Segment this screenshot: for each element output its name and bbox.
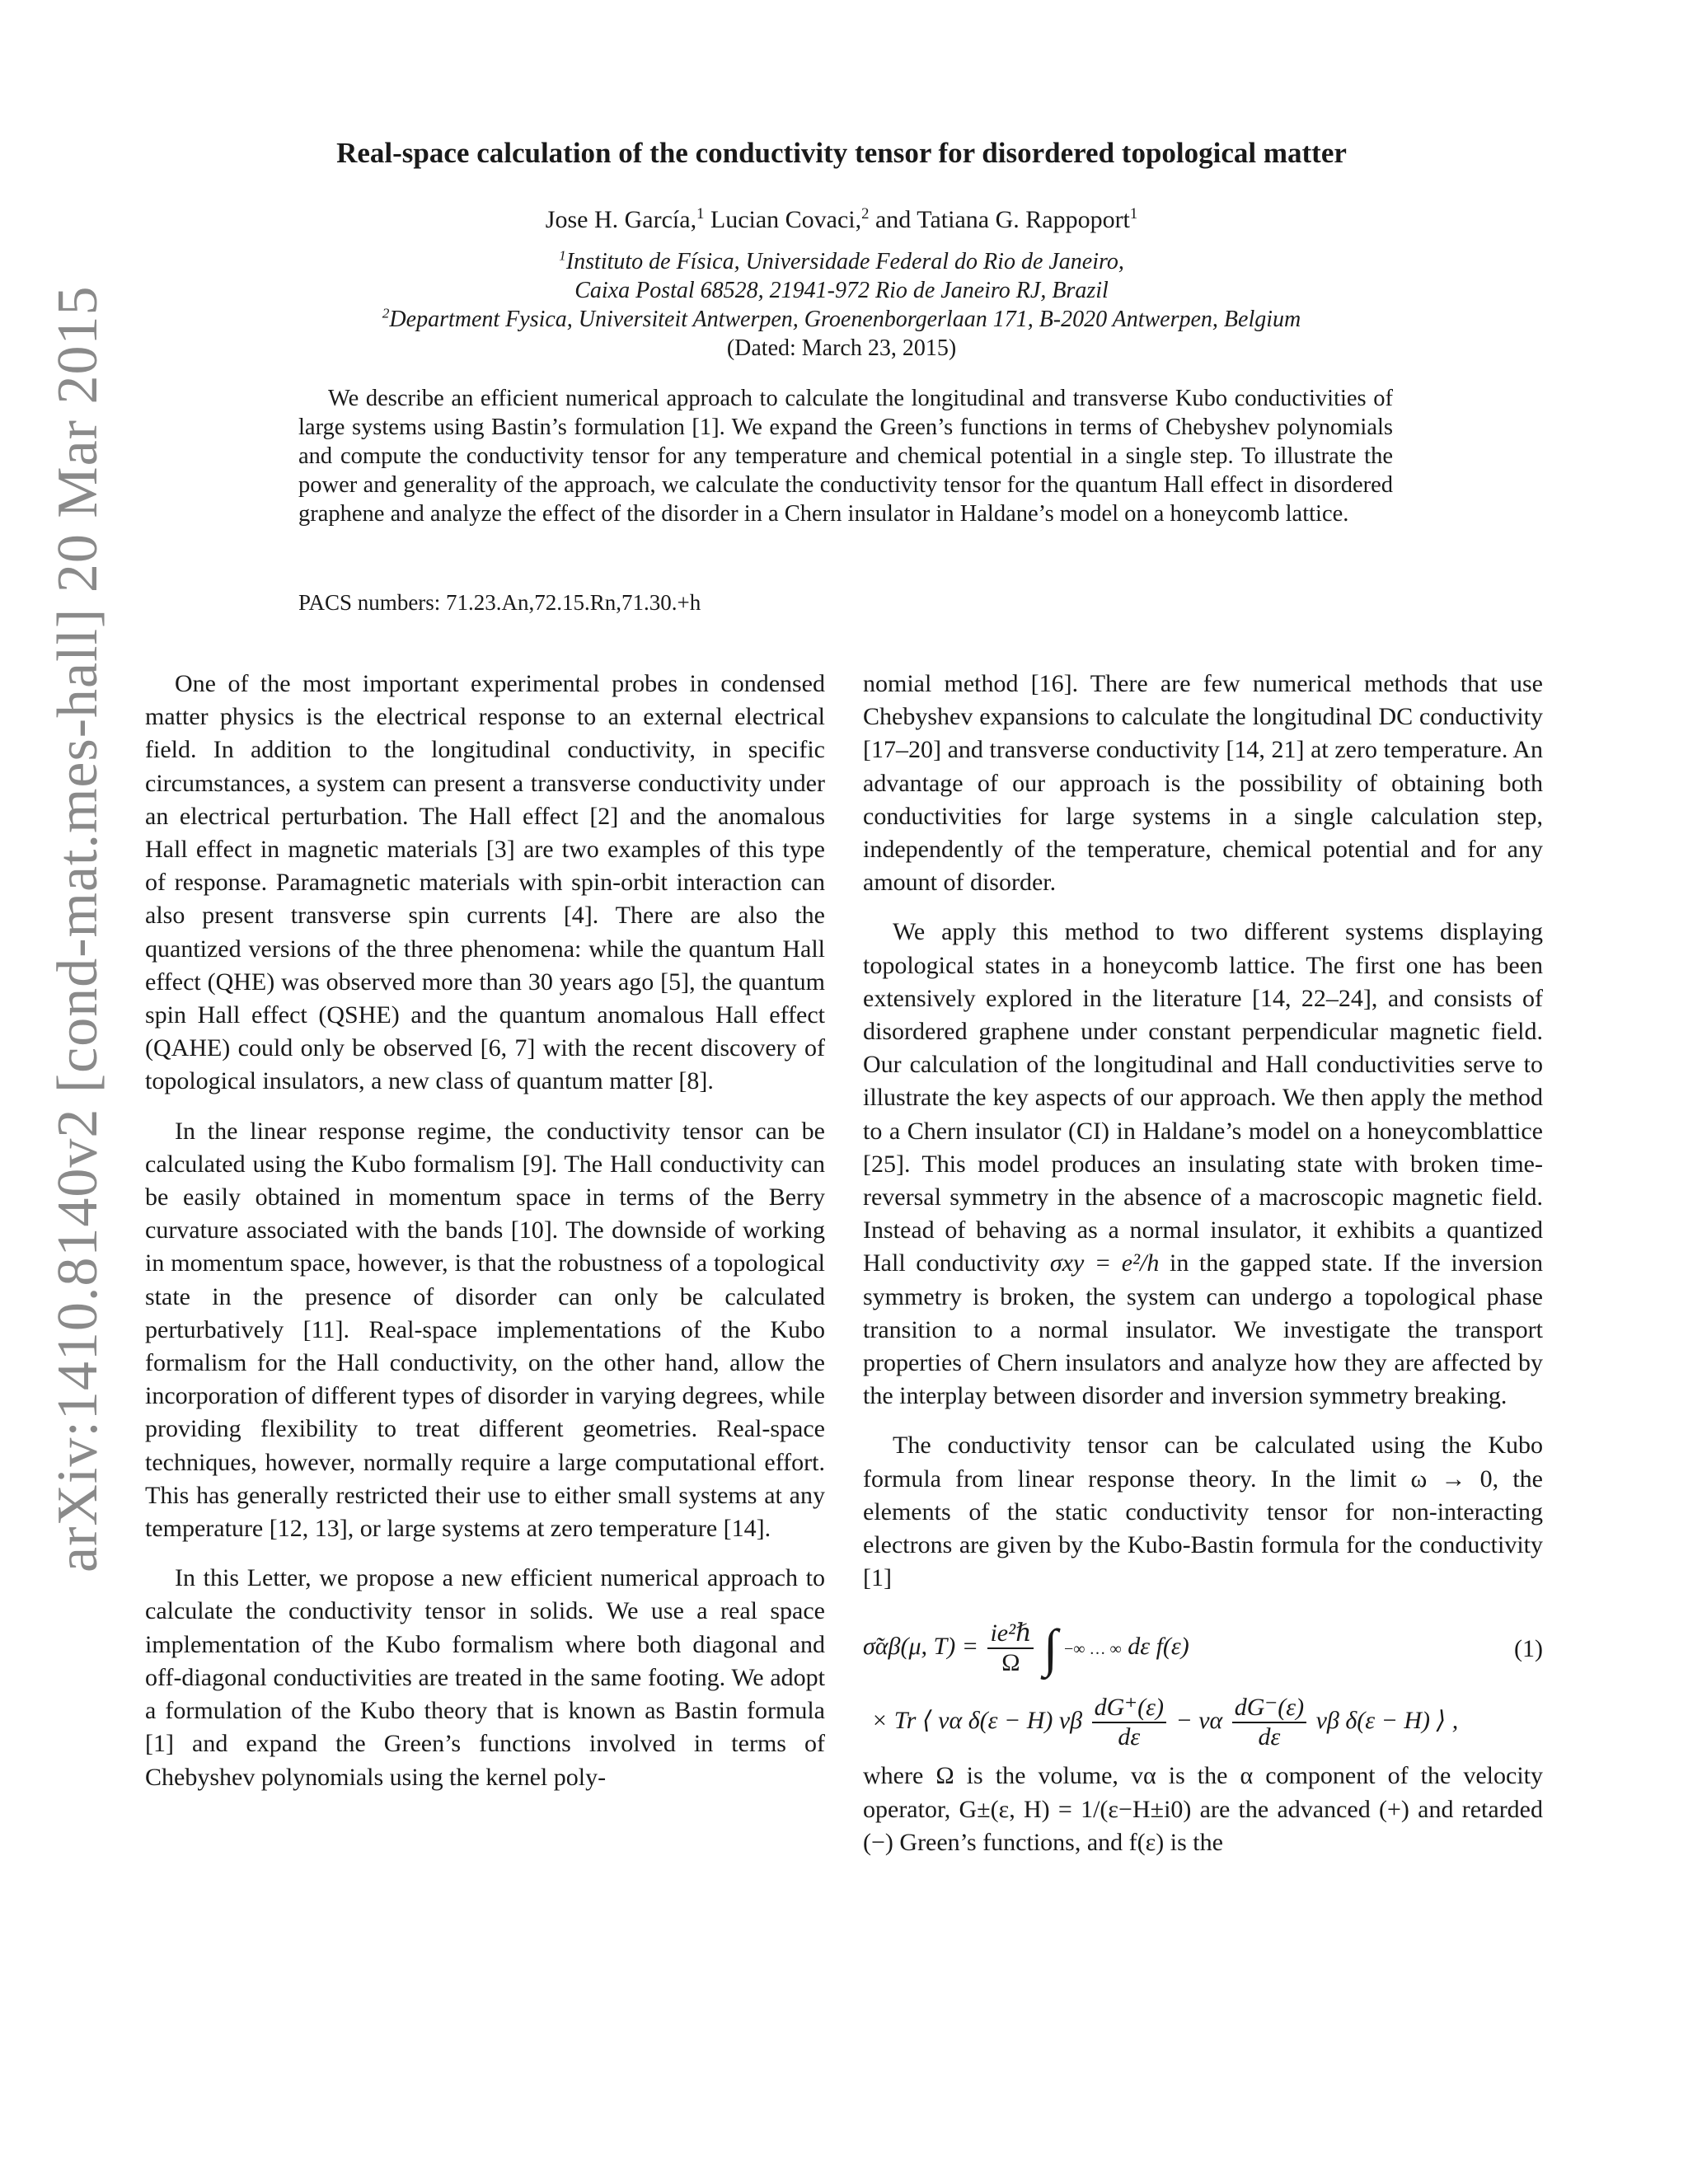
author-list xyxy=(124,206,1559,234)
paragraph-definitions: where Ω is the volume, vα is the α component of the velocity operator, G±(ε, H) = 1/(ε−H±i0) are the advanced (+) and retarded (−) Green’s functions, and f(ε) is the xyxy=(863,1762,1543,1856)
affiliation-2 xyxy=(124,307,1559,333)
eq-integrand: dε f(ε) xyxy=(1128,1633,1189,1661)
author-3: and Tatiana G. Rappoport xyxy=(874,206,1130,233)
affiliation-1-marker: 1 xyxy=(559,247,566,264)
eq-integral-sign: ∫ xyxy=(1043,1619,1058,1678)
eq-lhs: σ̃αβ(μ, T) = xyxy=(863,1633,978,1661)
author-2: Lucian Covaci, xyxy=(710,206,862,233)
paragraph-systems-text-b: in the gapped state. If the inversion symmetry is broken, the system can undergo a topological phase transition to a normal insulator. We investigate the transport properties of Chern insulators and analyze how they are affected by the interplay between disorder and inversion symmetry breaking. xyxy=(863,1249,1543,1410)
eq-prefactor xyxy=(987,1619,1034,1677)
author-1: Jose H. García, xyxy=(545,206,697,233)
eq-mid-term: − vα xyxy=(1175,1707,1223,1735)
date-line: (Dated: March 23, 2015) xyxy=(726,335,957,361)
eq-dg-minus-den: dε xyxy=(1258,1723,1281,1751)
eq-prefactor-den: Ω xyxy=(1001,1649,1020,1677)
affiliation-1-line-1 xyxy=(124,249,1559,275)
eq-dg-minus-num: dG⁻(ε) xyxy=(1232,1694,1306,1723)
eq-prefactor-num: ie²ℏ xyxy=(987,1619,1034,1649)
author-3-affil: 1 xyxy=(1129,205,1138,223)
paragraph-intro-3: In this Letter, we propose a new efficient numerical approach to calculate the conductivity tensor in solids. We use a real space implementation of the Kubo formalism where both diagonal and off-diagonal conductivities are treated in the same footing. We adopt a formulation of the Kubo theory that is known as Bastin formula [1] and expand the Green’s functions involved in terms of Chebyshev polynomials using the kernel poly- xyxy=(145,1564,825,1791)
right-column xyxy=(863,668,1543,1876)
eq-dg-plus xyxy=(1092,1694,1166,1751)
eq-trace-start: × Tr ⟨ vα δ(ε − H) vβ xyxy=(871,1707,1083,1735)
pacs-numbers: PACS numbers: 71.23.An,72.15.Rn,71.30.+h xyxy=(298,590,701,615)
eq-dg-plus-num: dG⁺(ε) xyxy=(1092,1694,1166,1723)
paragraph-continuation: nomial method [16]. There are few numerical methods that use Chebyshev expansions to calculate the longitudinal DC conductivity [17–20] and transverse conductivity [14, 21] at zero temperature. An advantage of our approach is the possibility of obtaining both conductivities for large systems in a single calculation step, independently of the temperature, chemical potential and for any amount of disorder. xyxy=(863,670,1543,897)
eq-trace-end: vβ δ(ε − H) ⟩ , xyxy=(1315,1707,1459,1735)
eq-dg-minus xyxy=(1232,1694,1306,1751)
paragraph-intro-2: In the linear response regime, the conductivity tensor can be calculated using the Kubo formalism [9]. The Hall conductivity can be easily obtained in momentum space in terms of the Berry curvature associated with the bands [10]. The downside of working in momentum space, however, is that the robustness of a topological state in the presence of disorder can only be calculated perturbatively [11]. Real-space implementations of the Kubo formalism for the Hall conductivity, on the other hand, allow the incorporation of different types of disorder in varying degrees, while providing flexibility to treat different geometries. Real-space techniques, however, normally require a large computational effort. This has generally restricted their use to either small systems at any temperature [12, 13], or large systems at zero temperature [14]. xyxy=(145,1117,825,1543)
paragraph-systems xyxy=(863,916,1543,1413)
hall-quantization-math: σxy = e²/h xyxy=(1049,1249,1160,1277)
affiliation-1-line-2: Caixa Postal 68528, 21941-972 Rio de Janeiro RJ, Brazil xyxy=(574,278,1109,303)
paragraph-systems-text-a: We apply this method to two different systems displaying topological states in a honeycomb lattice. The first one has been extensively explored in the literature [14, 22–24], and consists of disordered graphene under constant perpendicular magnetic field. Our calculation of the longitudinal and Hall conductivities serve to illustrate the key aspects of our approach. We then apply the method to a Chern insulator (CI) in Haldane’s model on a honeycomblattice [25]. This model produces an insulating state with broken time-reversal symmetry in the absence of a macroscopic magnetic field. Instead of behaving as a normal insulator, it exhibits a quantized Hall conductivity xyxy=(863,918,1543,1277)
author-1-affil: 1 xyxy=(696,205,705,223)
paragraph-intro-1: One of the most important experimental probes in condensed matter physics is the electrical response to an external electrical field. In addition to the longitudinal conductivity, in specific circumstances, a system can present a transverse conductivity under an electrical perturbation. The Hall effect [2] and the anomalous Hall effect in magnetic materials [3] are two examples of this type of response. Paramagnetic materials with spin-orbit interaction can also present transverse spin currents [4]. There are also the quantized versions of the three phenomena: while the quantum Hall effect (QHE) was observed more than 30 years ago [5], the quantum spin Hall effect (QSHE) and the quantum anomalous Hall effect (QAHE) could only be observed [6, 7] with the recent discovery of topological insulators, a new class of quantum matter [8]. xyxy=(145,670,825,1095)
equation-1-line-1 xyxy=(863,1619,1189,1677)
arxiv-stamp: arXiv:1410.8140v2 [cond-mat.mes-hall] 20 Mar 2015 xyxy=(46,285,110,1572)
abstract: We describe an efficient numerical approach to calculate the longitudinal and transverse Kubo conductivities of large systems using Bastin’s formulation [1]. We expand the Green’s functions in terms of Chebyshev polynomials and compute the conductivity tensor for any temperature and chemical potential in a single step. To illustrate the power and generality of the approach, we calculate the conductivity tensor for the quantum Hall effect in disordered graphene and analyze the effect of the disorder in a Chern insulator in Haldane’s model on a honeycomb lattice. xyxy=(298,386,1393,527)
eq-integral-limits: −∞ … ∞ xyxy=(1063,1640,1122,1659)
left-column xyxy=(145,668,825,1811)
paragraph-kubo: The conductivity tensor can be calculated using the Kubo formula from linear response theory. In the limit ω → 0, the elements of the static conductivity tensor for non-interacting electrons are given by the Kubo-Bastin formula for the conductivity [1] xyxy=(863,1432,1543,1592)
affiliation-2-marker: 2 xyxy=(382,305,390,321)
eq-dg-plus-den: dε xyxy=(1118,1723,1141,1751)
equation-1 xyxy=(863,1611,1543,1751)
affiliation-1-text: Instituto de Física, Universidade Federal do Rio de Janeiro, xyxy=(565,249,1124,274)
paper-title: Real-space calculation of the conductivity tensor for disordered topological matter xyxy=(336,137,1347,169)
author-2-affil: 2 xyxy=(861,205,870,223)
equation-number: (1) xyxy=(1514,1635,1543,1663)
affiliation-2-text: Department Fysica, Universiteit Antwerpen, Groenenborgerlaan 171, B-2020 Antwerpen, Belgium xyxy=(389,307,1301,332)
equation-1-line-2 xyxy=(871,1694,1458,1751)
